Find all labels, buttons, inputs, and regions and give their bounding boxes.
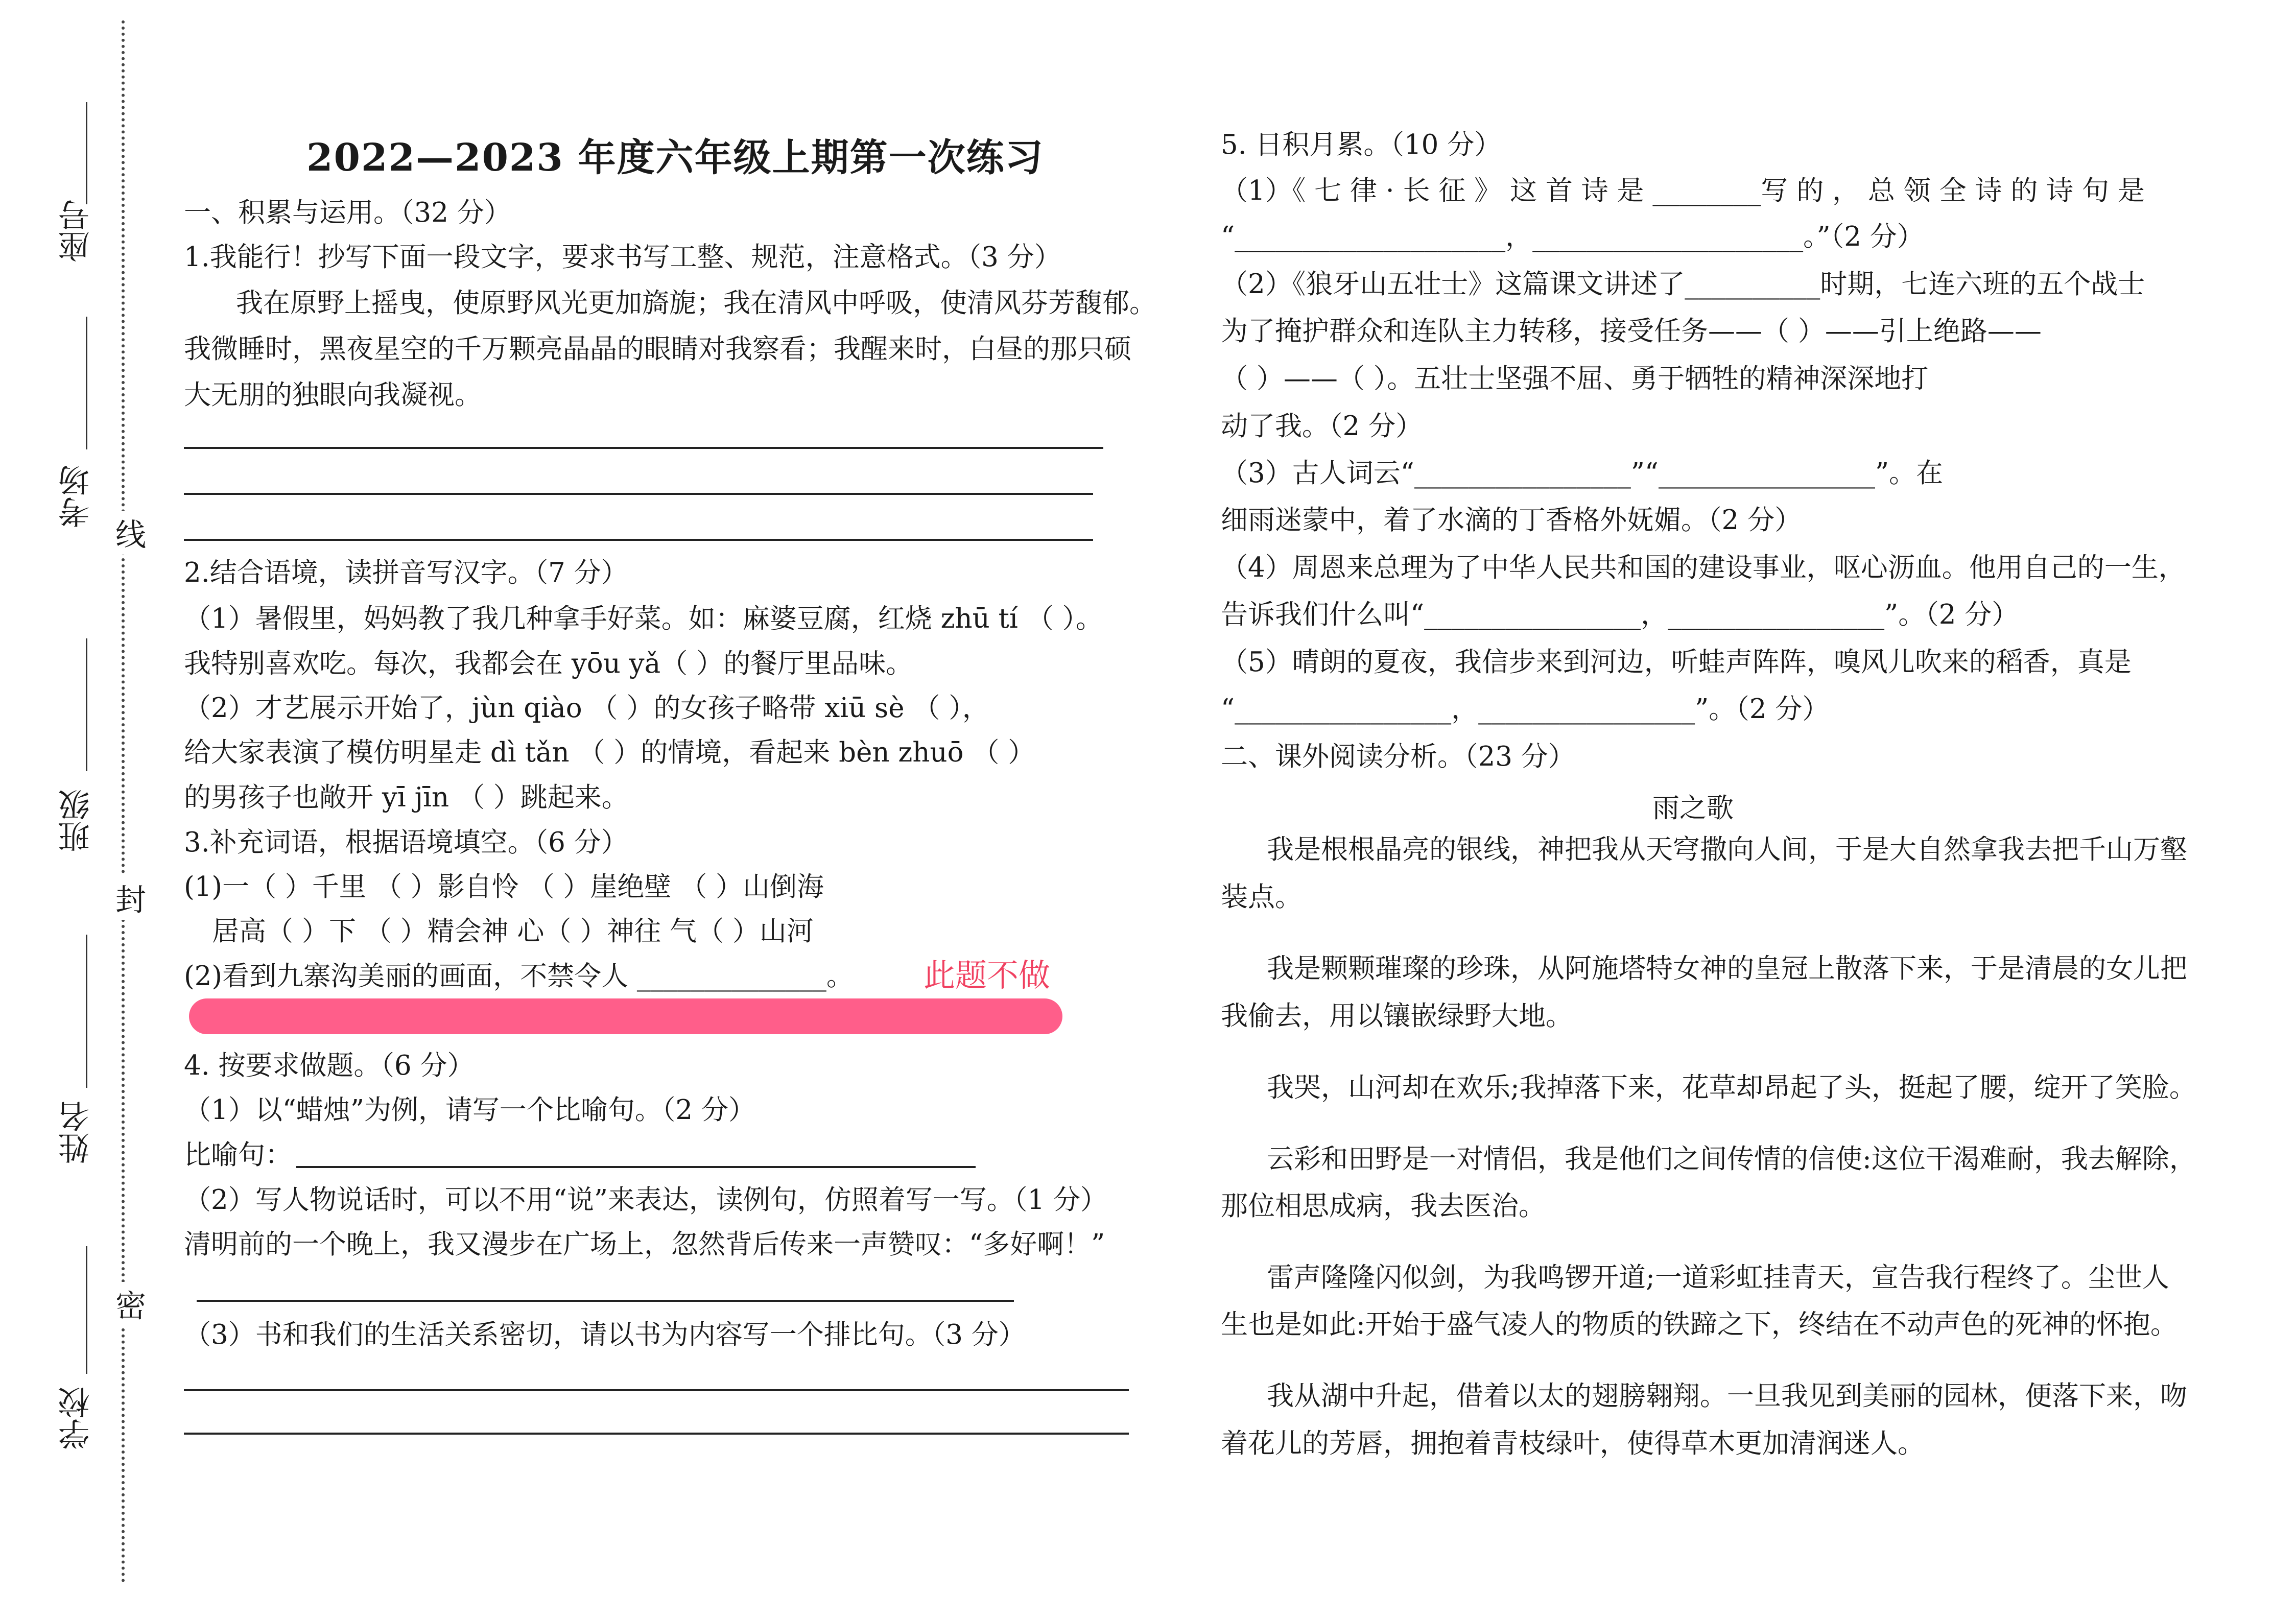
school-blank-line	[86, 1246, 87, 1374]
reading-p1-line-1: 我是根根晶亮的银线，神把我从天穹撒向人间，于是大自然拿我去把千山万壑	[1267, 834, 2187, 865]
page-title: 2022—2023 年度六年级上期第一次练习	[306, 136, 1044, 180]
q3-2-line: (2)看到九寨沟美丽的画面，不禁令人 ______________。	[184, 961, 854, 992]
room-label: 考场	[58, 465, 95, 528]
q5-5-line-1: （5）晴朗的夏夜，我信步来到河边，听蛙声阵阵，嗅风儿吹来的稻香，真是	[1221, 647, 2132, 678]
reading-p5-line-2: 生也是如此:开始于盛气凌人的物质的铁蹄之下，终结在不动声色的死神的怀抱。	[1221, 1309, 2177, 1340]
q5-2-line-1: （2）《狼牙山五壮士》这篇课文讲述了__________时期，七连六班的五个战士	[1221, 269, 2145, 300]
seat-label: 座号	[58, 199, 95, 263]
q4-2-answer-line[interactable]	[197, 1300, 1014, 1302]
skip-highlight-bar	[189, 998, 1062, 1034]
q2-prompt: 2.结合语境，读拼音写汉字。（7 分）	[184, 557, 628, 588]
q5-3-line-1: （3）古人词云“________________”“________________”。在	[1221, 458, 1944, 489]
seat-blank-line	[86, 102, 87, 204]
reading-p3-line-1: 我哭，山河却在欢乐;我掉落下来，花草却昂起了头，挺起了腰，绽开了笑脸。	[1267, 1072, 2196, 1103]
q5-2-line-3: （ ）——（ ）。五壮士坚强不屈、勇于牺牲的精神深深地打	[1221, 363, 1929, 394]
q2-1-line-2: 我特别喜欢吃。每次，我都会在 yōu yǎ（ ）的餐厅里品味。	[184, 648, 913, 679]
q2-2-line-3: 的男孩子也敞开 yī jīn （ ）跳起来。	[184, 782, 629, 813]
q5-1-line-2: “____________________，____________________。”（2 分）	[1221, 221, 1924, 252]
q5-5-line-2: “________________，________________”。（2 分）	[1221, 694, 1830, 725]
binding-dotted-line	[122, 20, 125, 1583]
q4-2-example: 清明前的一个晚上，我又漫步在广场上，忽然背后传来一声赞叹：“多好啊！”	[184, 1229, 1105, 1260]
q2-2-line-1: （2）才艺展示开始了，jùn qiào （ ）的女孩子略带 xiū sè （ ），	[184, 693, 989, 724]
room-blank-line	[86, 317, 87, 449]
q5-4-line-2: 告诉我们什么叫“________________，________________”。（2 分）	[1221, 599, 2019, 630]
q5-3-line-2: 细雨迷蒙中，着了水滴的丁香格外妩媚。（2 分）	[1221, 505, 1802, 536]
reading-p6-line-2: 着花儿的芳唇，拥抱着青枝绿叶，使得草木更加清润迷人。	[1221, 1428, 1925, 1459]
reading-p2-line-1: 我是颗颗璀璨的珍珠，从阿施塔特女神的皇冠上散落下来，于是清晨的女儿把	[1267, 953, 2187, 984]
q4-3-answer-line-1[interactable]	[184, 1389, 1129, 1391]
reading-p4-line-1: 云彩和田野是一对情侣，我是他们之间传情的信使:这位干渴难耐，我去解除，	[1267, 1144, 2196, 1175]
q4-prompt: 4. 按要求做题。（6 分）	[184, 1050, 475, 1081]
reading-p6-line-1: 我从湖中升起，借着以太的翅膀翱翔。一旦我见到美丽的园林，便落下来，吻	[1267, 1380, 2187, 1412]
q4-1-prompt: （1）以“蜡烛”为例，请写一个比喻句。（2 分）	[184, 1094, 755, 1126]
q4-3-prompt: （3）书和我们的生活关系密切，请以书为内容写一个排比句。（3 分）	[184, 1319, 1026, 1350]
q5-prompt: 5. 日积月累。（10 分）	[1221, 129, 1502, 160]
q5-4-line-1: （4）周恩来总理为了中华人民共和国的建设事业，呕心沥血。他用自己的一生，	[1221, 552, 2186, 583]
class-blank-line	[86, 638, 87, 771]
q4-3-answer-line-2[interactable]	[184, 1433, 1129, 1435]
q4-1-answer-line[interactable]	[296, 1166, 976, 1168]
q3-prompt: 3.补充词语，根据语境填空。（6 分）	[184, 827, 628, 858]
q5-1-line-1: （1）《 七 律 · 长 征 》 这 首 诗 是 ________写 的 ， 总 领 全 诗 的 诗 句 是	[1221, 175, 2145, 206]
section-1-heading: 一、积累与运用。（32 分）	[184, 197, 511, 228]
school-label: 学校	[58, 1387, 95, 1450]
q2-2-line-2: 给大家表演了模仿明星走 dì tǎn （ ）的情境，看起来 bèn zhuō （ ）	[184, 737, 1035, 768]
q1-passage-line-3: 大无朋的独眼向我凝视。	[184, 379, 482, 411]
name-label: 姓名	[58, 1101, 95, 1164]
q1-answer-line-2[interactable]	[184, 493, 1093, 495]
q1-prompt: 1.我能行！抄写下面一段文字，要求书写工整、规范，注意格式。（3 分）	[184, 242, 1061, 273]
q1-answer-line-3[interactable]	[184, 539, 1093, 541]
seal-line-char: 线	[115, 511, 146, 555]
reading-p4-line-2: 那位相思成病，我去医治。	[1221, 1191, 1546, 1222]
seal-secret-char: 密	[115, 1282, 146, 1326]
seal-seal-char: 封	[115, 876, 146, 920]
q3-1-line-1: (1)一（ ）千里 （ ）影自怜 （ ）崖绝壁 （ ）山倒海	[184, 871, 824, 902]
q4-2-prompt: （2）写人物说话时，可以不用“说”来表达，读例句，仿照着写一写。（1 分）	[184, 1184, 1107, 1216]
q3-1-line-2: 居高（ ）下 （ ）精会神 心（ ）神往 气（ ）山河	[212, 916, 814, 947]
reading-title: 雨之歌	[1652, 793, 1734, 824]
q5-2-line-4: 动了我。（2 分）	[1221, 411, 1423, 442]
q1-passage-line-2: 我微睡时，黑夜星空的千万颗亮晶晶的眼睛对我察看；我醒来时，白昼的那只硕	[184, 334, 1131, 365]
q1-passage-line-1: 我在原野上摇曳，使原野风光更加旖旎；我在清风中呼吸，使清风芬芳馥郁。	[236, 288, 1156, 319]
q4-1-label: 比喻句：	[184, 1139, 292, 1171]
section-2-heading: 二、课外阅读分析。（23 分）	[1221, 741, 1575, 772]
q2-1-line-1: （1）暑假里，妈妈教了我几种拿手好菜。如：麻婆豆腐，红烧 zhū tí （ ）。	[184, 603, 1103, 634]
reading-p2-line-2: 我偷去，用以镶嵌绿野大地。	[1221, 1001, 1573, 1032]
name-blank-line	[86, 935, 87, 1088]
q5-2-line-2: 为了掩护群众和连队主力转移，接受任务——（ ）——引上绝路——	[1221, 316, 2042, 347]
q1-answer-line-1[interactable]	[184, 447, 1103, 449]
reading-p1-line-2: 装点。	[1221, 882, 1302, 913]
skip-question-note: 此题不做	[924, 957, 1051, 994]
class-label: 班级	[58, 789, 95, 852]
reading-p5-line-1: 雷声隆隆闪似剑，为我鸣锣开道;一道彩虹挂青天，宣告我行程终了。尘世人	[1267, 1262, 2169, 1293]
